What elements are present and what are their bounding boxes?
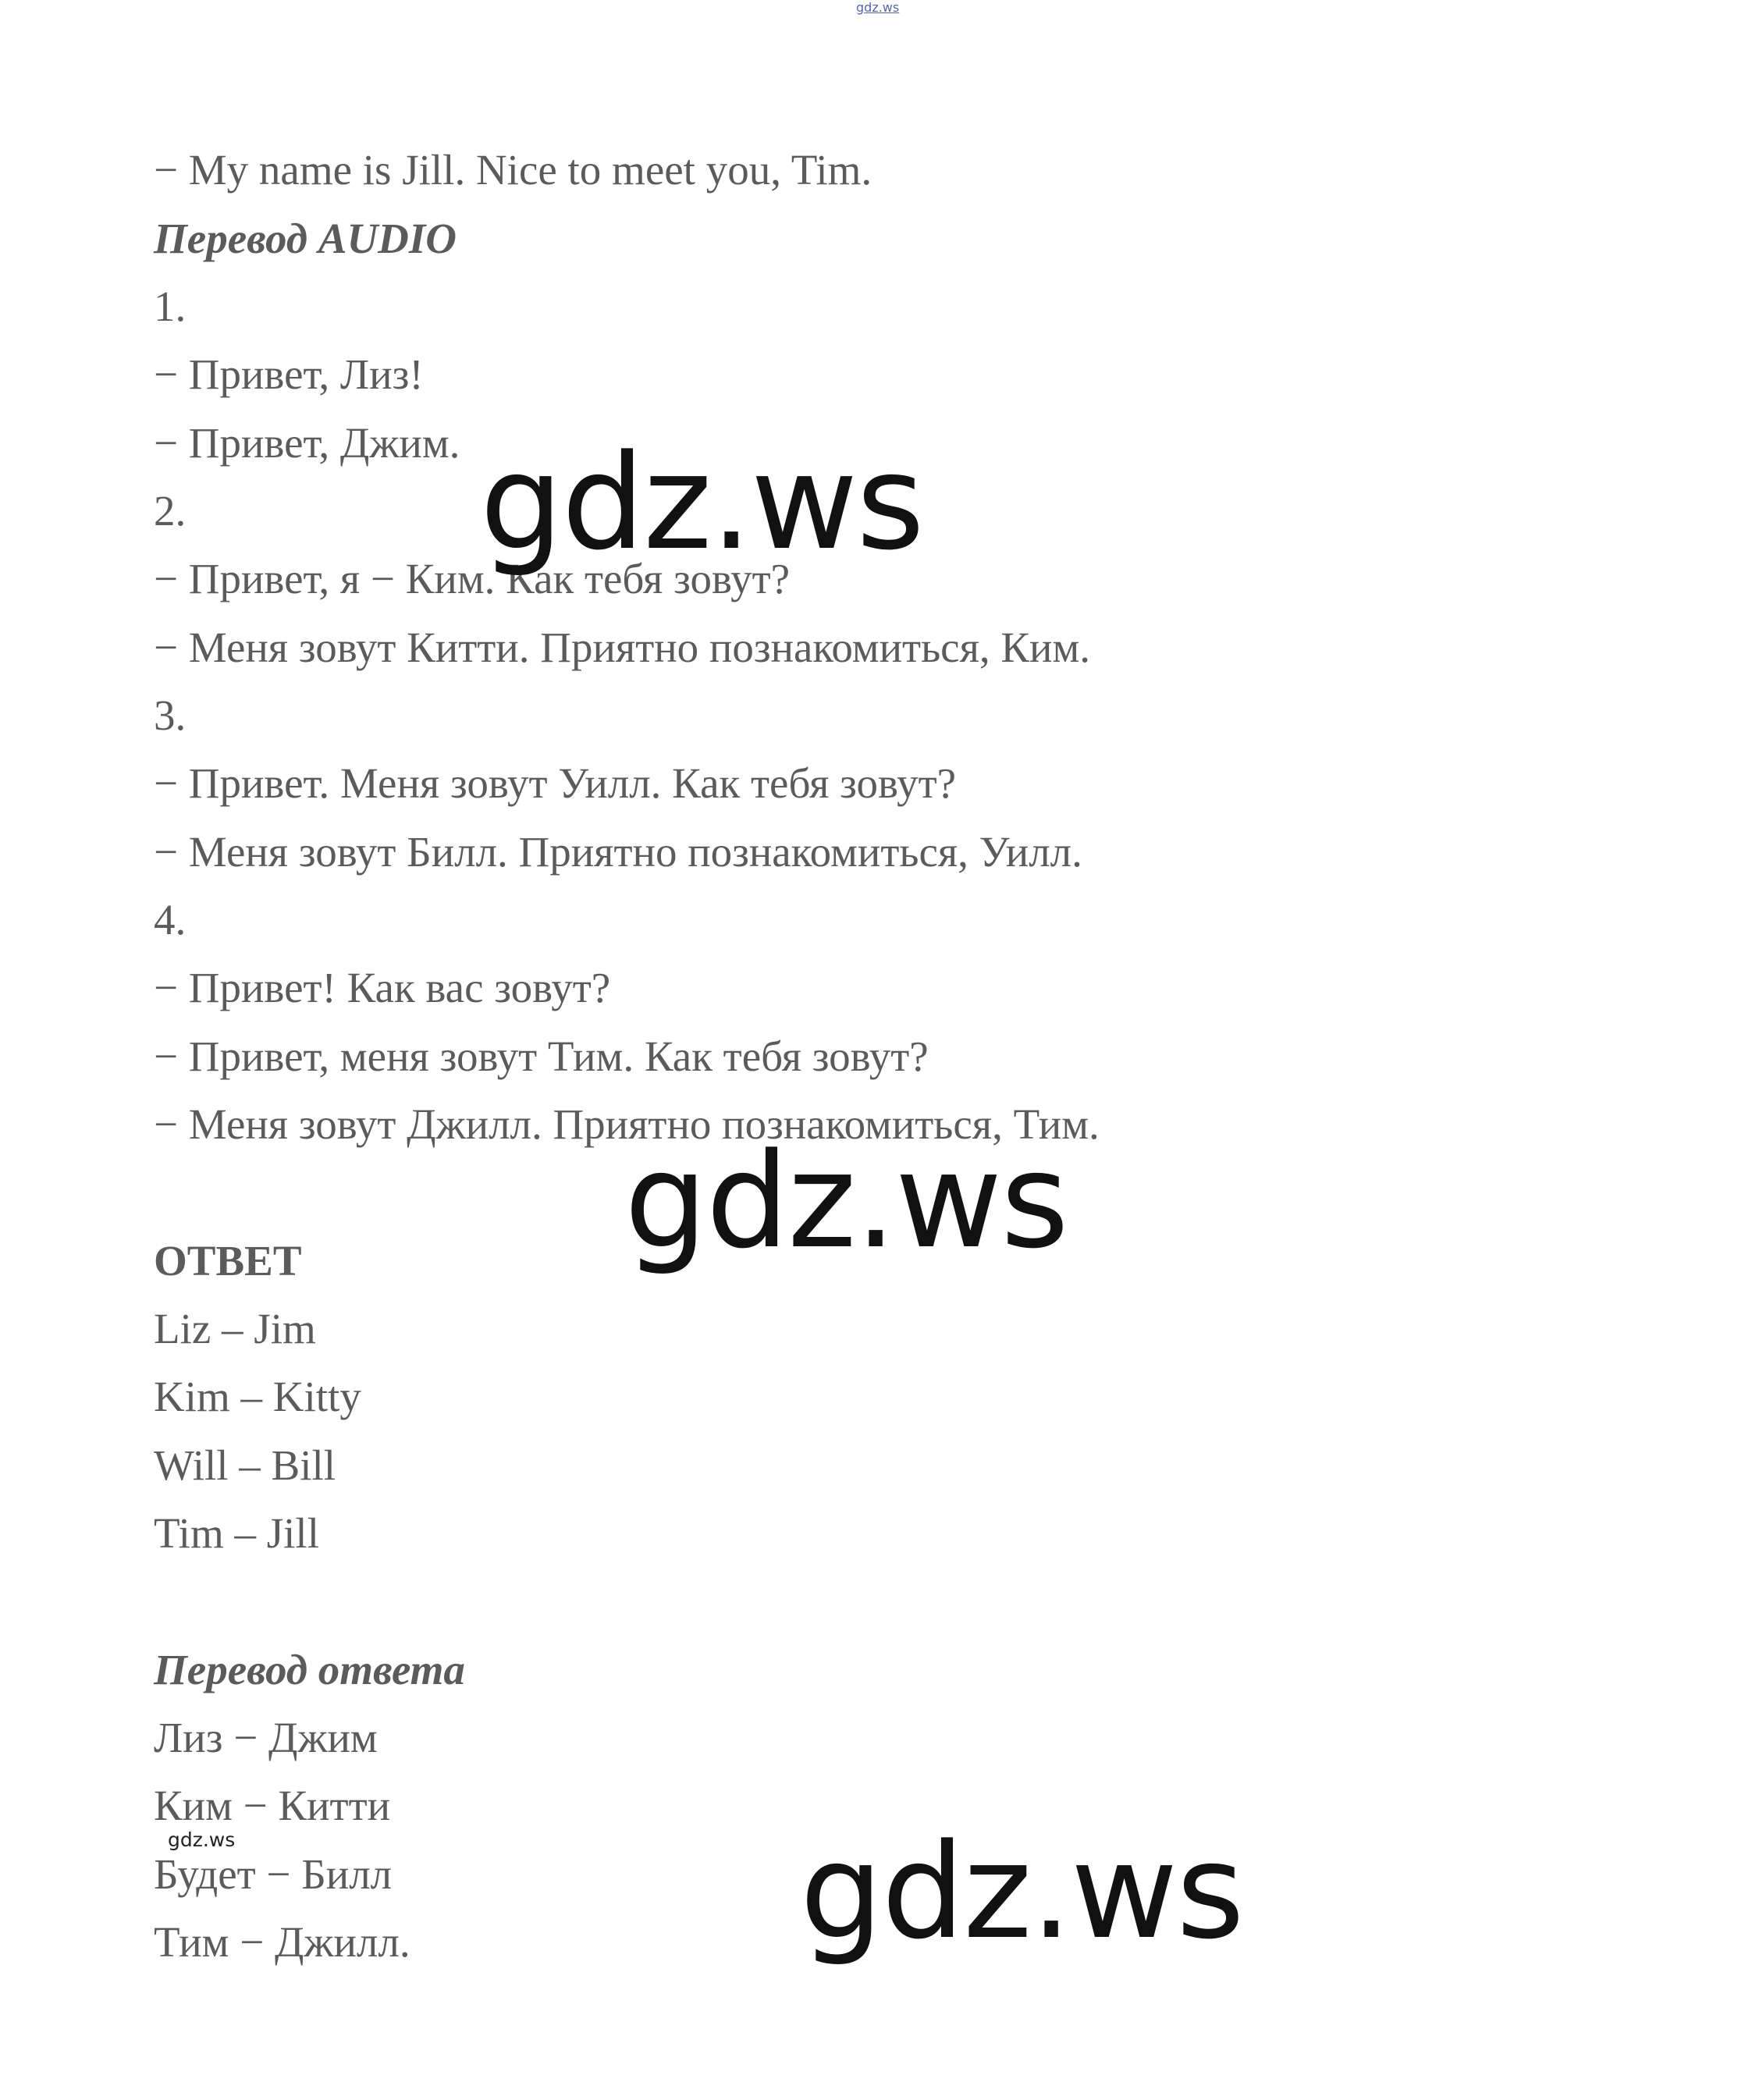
dialogue-line: − Меня зовут Джилл. Приятно познакомиться, Тим.	[154, 1100, 1100, 1148]
answer-heading: ОТВЕТ	[154, 1237, 302, 1285]
watermark-top[interactable]: gdz.ws	[856, 0, 900, 15]
item-number: 3.	[154, 691, 187, 739]
dialogue-line: − Привет, меня зовут Тим. Как тебя зовут?	[154, 1032, 929, 1080]
dialogue-line: − Привет, Лиз!	[154, 350, 424, 398]
item-number: 4.	[154, 896, 187, 943]
dialogue-line: − Меня зовут Китти. Приятно познакомиться, Ким.	[154, 624, 1091, 671]
answer-line: Will – Bill	[154, 1441, 336, 1489]
translation-line: Лиз − Джим	[154, 1714, 378, 1761]
translation-line: Ким − Китти	[154, 1782, 391, 1829]
dialogue-line: − Привет, я − Ким. Как тебя зовут?	[154, 555, 791, 602]
item-number: 1.	[154, 282, 187, 330]
dialogue-line: − My name is Jill. Nice to meet you, Tim.	[154, 146, 872, 194]
watermark-logo: gdz.ws	[480, 426, 923, 579]
answer-line: Kim – Kitty	[154, 1373, 361, 1420]
section-heading-audio-translation: Перевод AUDIO	[154, 215, 457, 262]
watermark-logo: gdz.ws	[800, 1815, 1243, 1968]
dialogue-line: − Меня зовут Билл. Приятно познакомиться, Уилл.	[154, 828, 1082, 876]
translation-line: Будет − Билл	[154, 1850, 393, 1898]
translation-heading: Перевод ответа	[154, 1646, 465, 1693]
answer-line: Liz – Jim	[154, 1305, 316, 1352]
dialogue-line: − Привет, Джим.	[154, 419, 460, 467]
dialogue-line: − Привет. Меня зовут Уилл. Как тебя зовут?	[154, 759, 957, 807]
watermark-logo: gdz.ws	[624, 1125, 1068, 1277]
watermark-small: gdz.ws	[168, 1828, 236, 1851]
answer-line: Tim – Jill	[154, 1509, 319, 1557]
item-number: 2.	[154, 487, 187, 535]
translation-line: Тим − Джилл.	[154, 1918, 410, 1966]
dialogue-line: − Привет! Как вас зовут?	[154, 964, 611, 1011]
